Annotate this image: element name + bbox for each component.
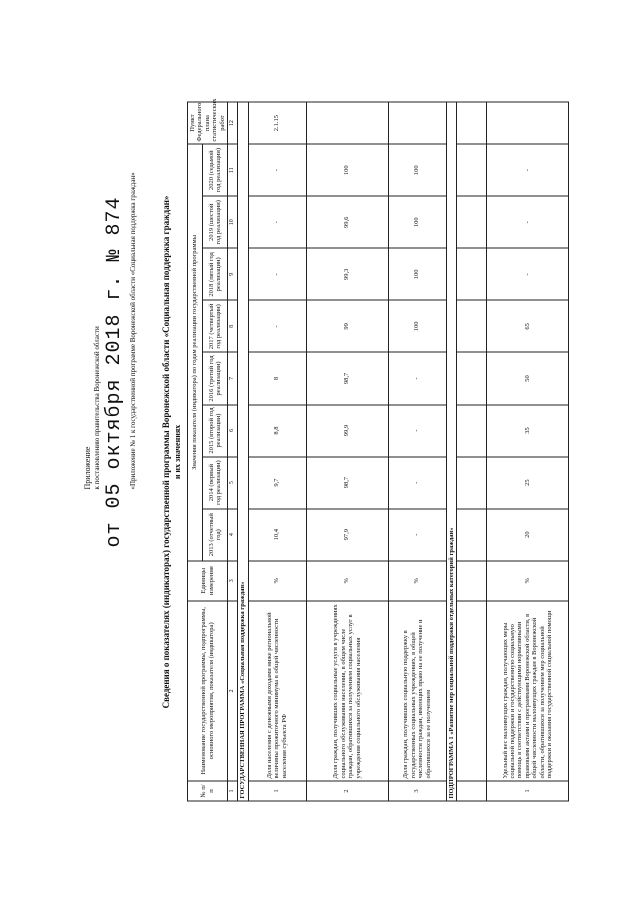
value-2016: - bbox=[388, 352, 446, 404]
plan-reference: 2.1.15 bbox=[248, 102, 306, 144]
value-2013: 10,4 bbox=[248, 509, 306, 561]
table-row bbox=[248, 102, 306, 801]
decree-date-number: от 05 октября 2018 г. № 874 bbox=[103, 196, 126, 548]
col-header-plan: Пункт Федерального плана статистических работ bbox=[188, 102, 228, 144]
col-number: 2 bbox=[228, 601, 238, 781]
col-header-2013: 2013 (отчетный год) bbox=[202, 509, 227, 561]
col-number: 1 bbox=[228, 781, 238, 801]
row-name: Доля граждан, получивших социальную поддержку в государственных социальных учреждениях, в общей численности граждан, имеющих право на ее получение и обратившихся за ее получением bbox=[388, 601, 446, 781]
indicators-table bbox=[187, 98, 569, 802]
rotated-document-sheet bbox=[81, 95, 559, 810]
plan-reference bbox=[487, 102, 569, 144]
value-2016: 98,7 bbox=[306, 352, 388, 404]
row-num: 1 bbox=[248, 781, 306, 801]
col-number: 9 bbox=[228, 248, 238, 300]
col-header-unit: Единицы измерения bbox=[188, 561, 228, 601]
value-2016: 50 bbox=[487, 352, 569, 404]
col-number: 4 bbox=[228, 509, 238, 561]
col-number: 3 bbox=[228, 561, 238, 601]
row-name: Доля граждан, получивших социальные услуги в учреждениях социального обслуживания населения, в общем числе граждан, обратившихся за получением социальных услуг в учреждения социального обслуживания населения bbox=[306, 601, 388, 781]
table-row bbox=[306, 102, 388, 801]
column-numbers-row bbox=[228, 102, 238, 801]
col-header-2014: 2014 (первый год реализации) bbox=[202, 457, 227, 509]
document-subtitle: и их значениях bbox=[173, 424, 182, 480]
col-header-values-group: Значения показателя (индикатора) по годам реализации государственной программы bbox=[188, 144, 203, 561]
value-2020: - bbox=[487, 144, 569, 196]
value-2016: 8 bbox=[248, 352, 306, 404]
value-2019: - bbox=[487, 196, 569, 248]
value-2015: 35 bbox=[487, 405, 569, 457]
section-row-subprogram bbox=[446, 102, 456, 801]
value-2018: 99,3 bbox=[306, 248, 388, 300]
col-header-2015: 2015 (второй год реализации) bbox=[202, 405, 227, 457]
value-2020: - bbox=[248, 144, 306, 196]
value-2019: 99,6 bbox=[306, 196, 388, 248]
program-appendix-reference: «Приложение № 1 к государственной программе Воронежской области «Социальная поддержка граждан» bbox=[129, 172, 137, 490]
col-number: 5 bbox=[228, 457, 238, 509]
row-num: 1 bbox=[487, 781, 569, 801]
col-header-2016: 2016 (третий год реализации) bbox=[202, 352, 227, 404]
header-row-top bbox=[188, 102, 203, 801]
col-header-name: Наименование государственной программы, подпрограммы, основного мероприятия, показателя (индикатора) bbox=[188, 601, 228, 781]
plan-reference bbox=[306, 102, 388, 144]
value-2013: 97,9 bbox=[306, 509, 388, 561]
row-name: Доля населения с денежными доходами ниже региональной величины прожиточного минимума в общей численности населения субъекта РФ bbox=[248, 601, 306, 781]
row-name: Удельный вес малоимущих граждан, получающих меры социальной поддержки и государственную социальную помощь в соответствии с действующими нормативными правовыми актами и программами Воронежской области, в общей численности малоимущих граждан в Воронежской области, обратившихся за получением мер социальной поддержки и оказания государственной социальной помощи bbox=[487, 601, 569, 781]
col-number: 12 bbox=[228, 102, 238, 144]
value-2019: 100 bbox=[388, 196, 446, 248]
value-2013: - bbox=[388, 509, 446, 561]
value-2019: - bbox=[248, 196, 306, 248]
value-2015: 8,8 bbox=[248, 405, 306, 457]
value-2020: 100 bbox=[388, 144, 446, 196]
value-2018: - bbox=[487, 248, 569, 300]
value-2014: - bbox=[388, 457, 446, 509]
col-number: 10 bbox=[228, 196, 238, 248]
row-unit: % bbox=[306, 561, 388, 601]
document-title: Сведения о показателях (индикаторах) государственной программы Воронежской области «Социальная поддержка граждан» bbox=[161, 195, 171, 709]
table-row-empty bbox=[457, 102, 487, 801]
row-unit: % bbox=[487, 561, 569, 601]
col-number: 8 bbox=[228, 300, 238, 352]
appendix-label: Приложение bbox=[83, 446, 92, 490]
value-2017: - bbox=[248, 300, 306, 352]
value-2013: 20 bbox=[487, 509, 569, 561]
col-number: 6 bbox=[228, 405, 238, 457]
col-number: 11 bbox=[228, 144, 238, 196]
decree-reference: к постановлению правительства Воронежской области bbox=[93, 326, 101, 490]
col-header-num: № п/п bbox=[188, 781, 228, 801]
table-row bbox=[388, 102, 446, 801]
col-number: 7 bbox=[228, 352, 238, 404]
row-num: 2 bbox=[306, 781, 388, 801]
value-2017: 100 bbox=[388, 300, 446, 352]
col-header-2019: 2019 (шестой год реализации) bbox=[202, 196, 227, 248]
value-2017: 65 bbox=[487, 300, 569, 352]
col-header-2018: 2018 (пятый год реализации) bbox=[202, 248, 227, 300]
document-header bbox=[81, 95, 187, 810]
row-unit: % bbox=[388, 561, 446, 601]
value-2018: - bbox=[248, 248, 306, 300]
col-header-2020: 2020 (седьмой год реализации) bbox=[202, 144, 227, 196]
col-header-2017: 2017 (четвертый год реализации) bbox=[202, 300, 227, 352]
section-row-program bbox=[238, 102, 248, 801]
plan-reference bbox=[388, 102, 446, 144]
value-2017: 99 bbox=[306, 300, 388, 352]
value-2014: 25 bbox=[487, 457, 569, 509]
value-2018: 100 bbox=[388, 248, 446, 300]
value-2020: 100 bbox=[306, 144, 388, 196]
value-2014: 98,7 bbox=[306, 457, 388, 509]
section-title-program: ГОСУДАРСТВЕННАЯ ПРОГРАММА «Социальная поддержка граждан» bbox=[238, 102, 248, 801]
row-unit: % bbox=[248, 561, 306, 601]
table-row bbox=[487, 102, 569, 801]
value-2015: - bbox=[388, 405, 446, 457]
row-num: 3 bbox=[388, 781, 446, 801]
value-2014: 9,7 bbox=[248, 457, 306, 509]
value-2015: 99,9 bbox=[306, 405, 388, 457]
section-title-subprogram: ПОДПРОГРАММА 1 «Развитие мер социальной поддержки отдельных категорий граждан» bbox=[446, 102, 456, 801]
